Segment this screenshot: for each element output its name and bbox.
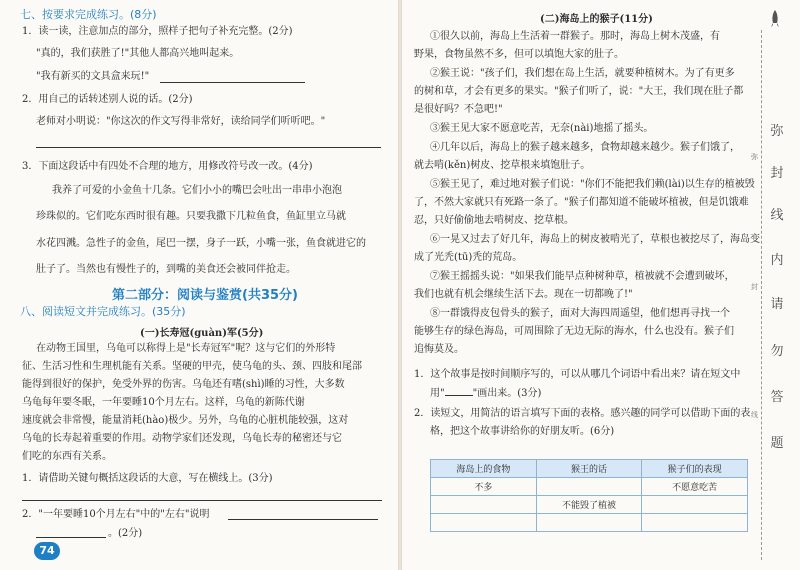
table-row	[431, 496, 748, 514]
section-7-heading: 七、按要求完成练习。(8分)	[20, 8, 157, 21]
story-2-line: ⑦猴王摇摇头说："如果我们能早点种树种草，植被就不会遭到破坏，	[430, 271, 735, 282]
seal-char: 请	[770, 297, 784, 312]
s7-q1-example-2: "我有新买的文具盒来玩!"	[36, 71, 150, 82]
table-cell[interactable]	[431, 496, 537, 514]
page-number: 74	[34, 542, 60, 560]
seal-char: 线	[770, 208, 784, 223]
table-cell[interactable]: 不愿意吃苦	[642, 478, 748, 496]
story-2-line: ⑧一群饿得皮包骨头的猴子，面对大海四周遥望，他们想再寻找一个	[430, 308, 730, 319]
s7-passage-line: 我养了可爱的小金鱼十几条。它们小小的嘴巴会吐出一串串小泡泡	[52, 185, 342, 196]
story-2-line: 我们也就有机会继续生活下去。现在一切都晚了!"	[414, 289, 633, 300]
answer-line[interactable]	[36, 537, 106, 538]
story-1-question-2: 2．"一年要睡10个月左右"中的"左右"说明	[22, 509, 210, 520]
part-2-title: 第二部分：阅读与鉴赏(共35分)	[112, 288, 298, 303]
table-cell[interactable]	[642, 514, 748, 532]
s7-passage-line: 肚子了。当然也有慢性子的，到嘴的美食还会被同伴抢走。	[36, 264, 296, 275]
seal-char: 题	[770, 436, 784, 451]
story-2-line: 野果，食物虽然不多，但可以填饱大家的肚子。	[414, 49, 624, 60]
seal-cut-line	[761, 30, 762, 560]
seal-sidebar	[758, 0, 800, 570]
story-2-line: ①很久以前，海岛上生活着一群猴子。那时，海岛上树木茂盛，有	[430, 31, 720, 42]
story-2-question-1: 1．这个故事是按时间顺序写的，可以从哪几个词语中看出来？请在短文中	[414, 369, 741, 380]
story-1-line: 乌龟每年要冬眠，一年要睡10个月左右。这样，乌龟的新陈代谢	[22, 397, 305, 408]
s7-passage-line: 水花四溅。急性子的金鱼，尾巴一摆，身子一跃，小嘴一张，鱼食就进它的	[36, 238, 366, 249]
table-header: 猴子们的表现	[642, 460, 748, 478]
table-row	[431, 514, 748, 532]
story-2-question-2-cont: 格，把这个故事讲给你的好朋友听。(6分)	[430, 426, 615, 437]
story-1-title: (一)长寿冠(guàn)军(5分)	[140, 328, 264, 339]
story-2-question-1-cont	[430, 386, 541, 400]
story-2-line: 能够生存的绿色海岛，可周围除了无边无际的海水，什么也没有。猴子们	[414, 326, 734, 337]
story-2-question-2: 2．读短文，用简洁的语言填写下面的表格。感兴趣的同学可以借助下面的表	[414, 408, 751, 419]
story-2-line: ⑤猴王见了，难过地对猴子们说："你们不能把我们赖(lài)以生存的植被毁	[430, 179, 755, 190]
seal-tiny-char: 线	[751, 411, 758, 419]
table-cell[interactable]	[536, 478, 642, 496]
seal-char: 封	[770, 166, 784, 181]
story-2-line: 追悔莫及。	[414, 344, 464, 355]
story-2-line: ②猴王说："孩子们，我们想在岛上生活，就要种植树木。为了有更多	[430, 68, 735, 79]
table-cell[interactable]	[536, 514, 642, 532]
s7-passage-line: 珍珠似的。它们吃东西时很有趣。只要我撒下几粒鱼食，鱼缸里立马就	[36, 211, 346, 222]
table-cell[interactable]: 不多	[431, 478, 537, 496]
rocket-icon	[770, 10, 780, 28]
seal-char: 弥	[770, 124, 784, 139]
seal-char: 勿	[770, 344, 784, 359]
story-1-line: 征、生活习性和生理机能有关系。坚硬的甲壳，使乌龟的头、颈、四肢和尾部	[22, 361, 362, 372]
story-1-line: 能得到很好的保护，免受外界的伤害。乌龟还有嗜(shì)睡的习性，大多数	[22, 379, 345, 390]
story-1-line: 们吃的东西有关系。	[22, 451, 112, 462]
story-2-line: 就去啃(kěn)树皮、挖草根来填饱肚子。	[414, 160, 591, 171]
story-2-line: 的树和草，才会有更多的果实。"猴子们听了，说："大王，我们现在肚子都	[414, 86, 744, 97]
story-2-line: ⑥一晃又过去了好几年，海岛上的树皮被啃光了，草根也被挖尽了，海岛变	[430, 234, 760, 245]
story-2-line: ③猴王见大家不愿意吃苦，无奈(nài)地摇了摇头。	[430, 123, 654, 134]
story-2-line: ④几年以后，海岛上的猴子越来越多，食物却越来越少。猴子们饿了，	[430, 142, 740, 153]
s7-q2-quote: 老师对小明说："你这次的作文写得非常好，读给同学们听听吧。"	[36, 116, 326, 127]
story-2-line: 忍，只好偷偷地去啃树皮、挖草根。	[414, 215, 574, 226]
answer-line[interactable]	[228, 519, 378, 520]
story-2-line: 成了光秃(tū)秃的荒岛。	[414, 252, 523, 263]
table-row	[431, 478, 748, 496]
seal-tiny-char: 封	[751, 283, 758, 291]
story-1-line: 速度就会非常慢，能量消耗(hào)极少。另外，乌龟的心脏机能较强，这对	[22, 415, 349, 426]
answer-line[interactable]	[36, 147, 381, 148]
story-1-question-1: 1．请借助关键句概括这段话的大意，写在横线上。(3分)	[22, 473, 273, 484]
table-header: 海岛上的食物	[431, 460, 537, 478]
seal-char: 内	[770, 253, 784, 268]
s7-q1-example-1: "真的，我们获胜了!"其他人都高兴地叫起来。	[36, 48, 240, 59]
story-2-title: (二)海岛上的猴子(11分)	[540, 14, 653, 25]
story-table	[430, 459, 748, 532]
q1-mark-prefix: 用"	[430, 388, 445, 399]
seal-tiny-char: 弥	[751, 153, 758, 161]
underline-mark-sample	[445, 386, 473, 396]
story-1-line: 乌龟的长寿起着重要的作用。动物学家们还发现，乌龟长寿的秘密还与它	[22, 433, 342, 444]
seal-char: 答	[770, 390, 784, 405]
story-1-line: 在动物王国里，乌龟可以称得上是"长寿冠军"呢？这与它们的外形特	[36, 343, 336, 354]
s7-question-1: 1．读一读，注意加点的部分，照样子把句子补充完整。(2分)	[22, 26, 293, 37]
table-cell[interactable]	[642, 496, 748, 514]
story-1-question-2-score: 。(2分)	[108, 528, 143, 539]
section-8-heading: 八、阅读短文并完成练习。(35分)	[20, 305, 186, 318]
table-cell[interactable]: 不能毁了植被	[536, 496, 642, 514]
story-2-line: 是很好吗？不急吧!"	[414, 104, 503, 115]
answer-line[interactable]	[22, 500, 382, 501]
table-cell[interactable]	[431, 514, 537, 532]
story-2-line: 了，不然大家就只有死路一条了。"猴子们都知道不能破坏植被，但是饥饿难	[414, 197, 749, 208]
table-header: 猴王的话	[536, 460, 642, 478]
answer-line[interactable]	[160, 82, 305, 83]
s7-question-3: 3．下面这段话中有四处不合理的地方，用修改符号改一改。(4分)	[22, 161, 313, 172]
s7-question-2: 2．用自己的话转述别人说的话。(2分)	[22, 94, 193, 105]
q1-mark-suffix: "画出来。(3分)	[472, 388, 542, 399]
